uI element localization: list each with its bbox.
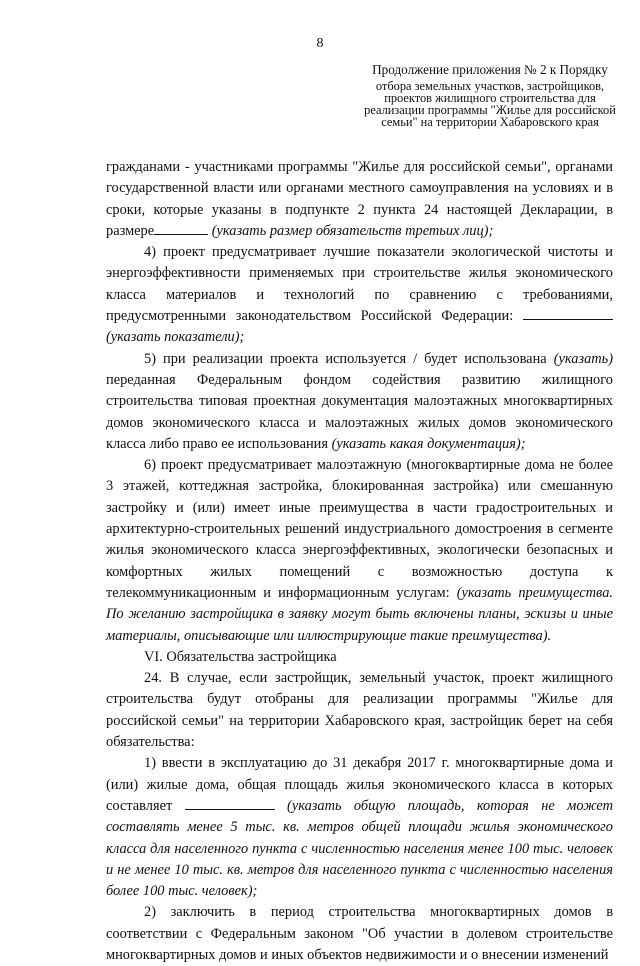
blank-field: [523, 308, 613, 320]
blank-field: [185, 798, 275, 810]
paragraph-text: гражданами - участниками программы "Жилье для российской семьи", органами государственной власти или органами местного самоуправления на условиях и в сроки, которые указаны в подпункте 2 пункта 24 настоящей Декларации, в размере: [106, 159, 613, 239]
paragraph-text: 5) при реализации проекта используется / будет использована: [144, 350, 547, 367]
paragraph-text: переданная Федеральным фондом содействия развитию жилищного строительства типовая проектная документация малоэтажных многоквартирных домов экономического класса и малоэтажных жилых домов экономического класса либо право ее использования: [106, 371, 613, 452]
page-number: 8: [316, 36, 324, 51]
header-line-2: отбора земельных участков, застройщиков, проектов жилищного строительства для реализации программы "Жилье для российской семьи" на территории Хабаровского края: [364, 79, 616, 129]
paragraph-subitem-1: [106, 753, 613, 902]
paragraph-text: 1) ввести в эксплуатацию до 31 декабря 2017 г. многоквартирные дома и (или) жилые дома, общая площадь жилья экономического класса в которых составляет: [106, 755, 613, 814]
instruction-text: (указать): [553, 350, 613, 367]
instruction-text: (указать общую площадь, которая не может составлять менее 5 тыс. кв. метров общей площади жилья экономического класса для населенного пункта с численностью населения менее 100 тыс. человек и не менее 10 тыс. кв. метров для населенного пункта с численностью населения более 100 тыс. человек);: [106, 797, 613, 900]
instruction-text: (указать преимущества. По желанию застройщика в заявку могут быть включены планы, эскизы и иные материалы, описывающие или иллюстрирующие такие преимущества).: [106, 584, 614, 644]
paragraph-continuation: [106, 157, 613, 242]
instruction-text: (указать показатели);: [106, 329, 245, 346]
header-line-1: Продолжение приложения № 2 к Порядку: [372, 62, 608, 77]
paragraph-subitem-2: 2) заключить в период строительства многоквартирных домов в соответствии с Федеральным законом "Об участии в долевом строительстве многоквартирных домов и иных объектов недвижимости и о внесении изменений: [106, 904, 613, 963]
paragraph-item-6: [106, 455, 613, 647]
paragraph-text: 6) проект предусматривает малоэтажную (многоквартирные дома не более 3 этажей, коттеджная застройка, блокированная застройка) или смешанную застройку и (или) имеет иные преимущества в части градостроительных и архитектурно-строительных решений индустриального домостроения в сегменте жилья экономического класса энергоэффективных, экологически безопасных и комфортных жилых помещений с возможностью доступа к телекоммуникационным и информационным услугам:: [106, 457, 613, 601]
paragraph-item-4: [106, 242, 613, 348]
section-heading: VI. Обязательства застройщика: [144, 648, 337, 665]
document-body: [106, 157, 613, 966]
instruction-text: (указать какая документация);: [331, 435, 526, 452]
blank-field: [154, 223, 208, 235]
paragraph-text: 4) проект предусматривает лучшие показатели экологической чистоты и энергоэффективности применяемых при строительстве жилья экономического класса материалов и технологий по сравнению с требованиями, предусмотренными законодательством Российской Федерации:: [106, 244, 613, 325]
instruction-text: (указать размер обязательств третьих лиц);: [211, 222, 494, 239]
paragraph-item-5: [106, 349, 613, 455]
paragraph-24: 24. В случае, если застройщик, земельный участок, проект жилищного строительства будут отобраны для реализации программы "Жилье для российской семьи" на территории Хабаровского края, застройщик берет на себя обязательства:: [106, 670, 613, 751]
document-header: [364, 64, 616, 128]
